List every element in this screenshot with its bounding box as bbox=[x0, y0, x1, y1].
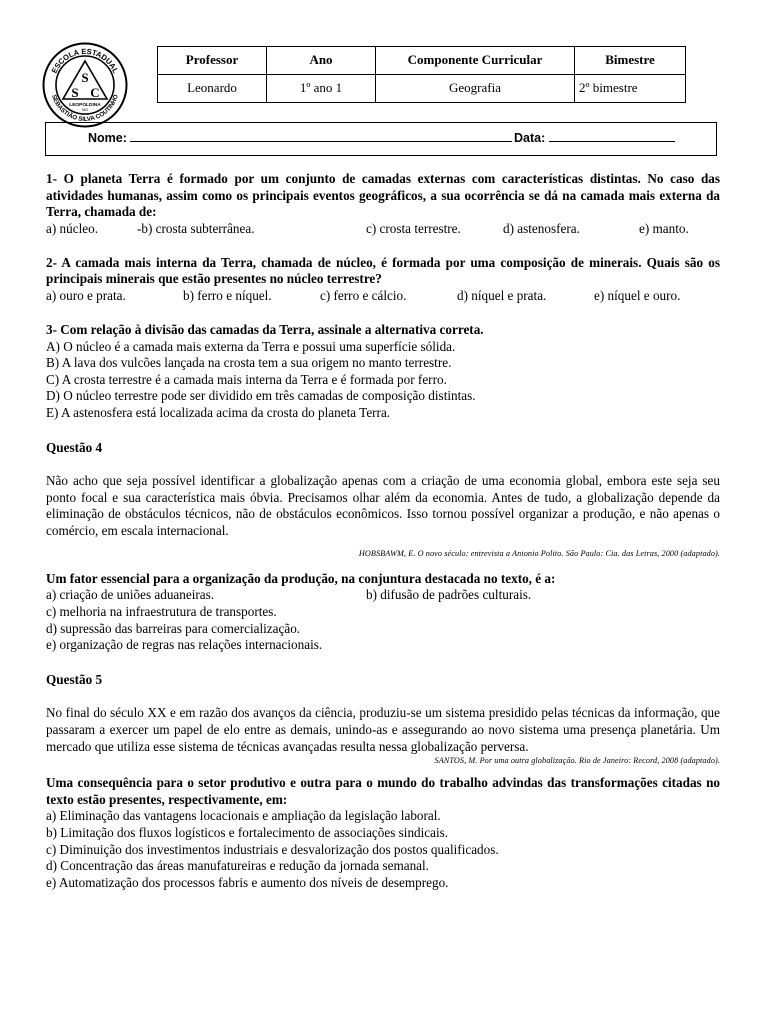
info-table-value-row bbox=[158, 75, 686, 103]
q4-option-d[interactable]: d) supressão das barreiras para comercialização. bbox=[46, 620, 301, 636]
question-5-source: SANTOS, M. Por uma outra globalização. Rio de Janeiro: Record, 2008 (adaptado). bbox=[434, 756, 720, 766]
q1-option-e[interactable]: e) manto. bbox=[639, 220, 689, 236]
q4-option-c[interactable]: c) melhoria na infraestrutura de transportes. bbox=[46, 604, 277, 620]
q5-option-b[interactable]: b) Limitação dos fluxos logísticos e fortalecimento de associações sindicais. bbox=[46, 825, 449, 841]
question-3-text: 3- Com relação à divisão das camadas da Terra, assinale a alternativa correta. bbox=[46, 321, 484, 337]
logo-state: MG bbox=[81, 108, 89, 112]
date-field[interactable] bbox=[514, 129, 675, 147]
q4-option-b[interactable]: b) difusão de padrões culturais. bbox=[366, 587, 532, 603]
question-5-passage: No final do século XX e em razão dos avanços da ciência, produziu-se um sistema presidido pelas técnicas da informação, que passaram a exercer um papel de elo entre as demais, unindo-as e assegurando ao novo sistema uma presença planetária. Um mercado que utiliza esse sistema de técnicas avançadas resulta nessa globalização perversa. bbox=[46, 705, 720, 754]
question-2-options bbox=[46, 288, 720, 305]
logo-letter-top: S bbox=[81, 70, 89, 85]
value-ano: 1º ano 1 bbox=[267, 75, 376, 103]
header-professor: Professor bbox=[158, 47, 267, 75]
school-logo bbox=[42, 42, 128, 128]
q3-option-c[interactable]: C) A crosta terrestre é a camada mais interna da Terra e é formada por ferro. bbox=[46, 371, 447, 387]
logo-letter-right: C bbox=[90, 85, 100, 100]
q1-option-a[interactable]: a) núcleo. bbox=[46, 220, 98, 236]
info-table-header-row bbox=[158, 47, 686, 75]
date-blank-line[interactable] bbox=[549, 129, 675, 142]
q2-option-e[interactable]: e) níquel e ouro. bbox=[594, 287, 681, 303]
name-field[interactable] bbox=[88, 129, 512, 147]
q3-option-b[interactable]: B) A lava dos vulcões lançada na crosta tem a sua origem no manto terrestre. bbox=[46, 355, 452, 371]
question-4-source: HOBSBAWM, E. O novo século: entrevista a Antonio Polito. São Paulo: Cia. das Letras, 2000 (adaptado). bbox=[358, 548, 720, 558]
question-4-passage: Não acho que seja possível identificar a globalização apenas com a criação de uma economia global, embora este seja seu ponto focal e sua característica mais óbvia. Precisamos olhar além da economia. Antes de tudo, a globalização depende da eliminação de obstáculos técnicos, não de obstáculos econômicos. Isso tornou possível organizar a produção, e não apenas o comércio, em escala internacional. bbox=[46, 473, 720, 538]
q1-option-c[interactable]: c) crosta terrestre. bbox=[366, 220, 461, 236]
q5-option-d[interactable]: d) Concentração das áreas manufatureiras e redução da jornada semanal. bbox=[46, 858, 429, 874]
q2-option-b[interactable]: b) ferro e níquel. bbox=[183, 287, 272, 303]
value-professor: Leonardo bbox=[158, 75, 267, 103]
question-4-title: Questão 4 bbox=[46, 439, 103, 455]
q2-option-c[interactable]: c) ferro e cálcio. bbox=[320, 287, 407, 303]
header-componente: Componente Curricular bbox=[376, 47, 575, 75]
exam-content bbox=[46, 171, 720, 891]
q3-option-a[interactable]: A) O núcleo é a camada mais externa da Terra e possui uma superfície sólida. bbox=[46, 338, 456, 354]
value-componente: Geografia bbox=[376, 75, 575, 103]
question-1-text: 1- O planeta Terra é formado por um conjunto de camadas externas com características distintas. No caso das atividades humanas, assim como os principais eventos geográficos, a sua ocorrência se dá na camada mais externa da Terra, chamada de: bbox=[46, 171, 720, 220]
question-1-options bbox=[46, 221, 720, 238]
q5-option-e[interactable]: e) Automatização dos processos fabris e aumento dos níveis de desemprego. bbox=[46, 874, 449, 890]
name-blank-line[interactable] bbox=[130, 129, 512, 142]
q1-option-d[interactable]: d) astenosfera. bbox=[503, 220, 580, 236]
logo-letter-left: S bbox=[71, 85, 79, 100]
name-date-box bbox=[45, 122, 717, 156]
value-bimestre: 2º bimestre bbox=[575, 75, 686, 103]
logo-ring-bottom: SEBASTIÃO SILVA COUTINHO bbox=[50, 93, 120, 124]
question-2-text: 2- A camada mais interna da Terra, chamada de núcleo, é formada por uma composição de minerais. Quais são os principais minerais que estão presentes no núcleo terrestre? bbox=[46, 254, 720, 287]
logo-ring-top: ESCOLA ESTADUAL bbox=[49, 46, 121, 75]
q4-options-row bbox=[46, 587, 720, 604]
question-4-question: Um fator essencial para a organização da produção, na conjuntura destacada no texto, é a: bbox=[46, 570, 556, 586]
header-bimestre: Bimestre bbox=[575, 47, 686, 75]
date-label: Data: bbox=[514, 131, 546, 145]
header-ano: Ano bbox=[267, 47, 376, 75]
question-5-question: Uma consequência para o setor produtivo e outra para o mundo do trabalho advindas das transformações citadas no texto estão presentes, respectivamente, em: bbox=[46, 775, 720, 807]
q4-option-e[interactable]: e) organização de regras nas relações internacionais. bbox=[46, 637, 323, 653]
q4-option-a[interactable]: a) criação de uniões aduaneiras. bbox=[46, 587, 215, 603]
q2-option-a[interactable]: a) ouro e prata. bbox=[46, 287, 126, 303]
q1-option-b[interactable]: -b) crosta subterrânea. bbox=[137, 220, 255, 236]
logo-city: LEOPOLDINA bbox=[69, 103, 101, 108]
q3-option-e[interactable]: E) A astenosfera está localizada acima da crosta do planeta Terra. bbox=[46, 404, 391, 420]
name-label: Nome: bbox=[88, 131, 127, 145]
q3-option-d[interactable]: D) O núcleo terrestre pode ser dividido em três camadas de composição distintas. bbox=[46, 388, 476, 404]
q5-option-c[interactable]: c) Diminuição dos investimentos industriais e desvalorização dos postos qualificados. bbox=[46, 841, 499, 857]
q2-option-d[interactable]: d) níquel e prata. bbox=[457, 287, 547, 303]
q5-option-a[interactable]: a) Eliminação das vantagens locacionais e ampliação da legislação laboral. bbox=[46, 808, 441, 824]
question-5-title: Questão 5 bbox=[46, 671, 103, 687]
info-table bbox=[157, 46, 686, 103]
